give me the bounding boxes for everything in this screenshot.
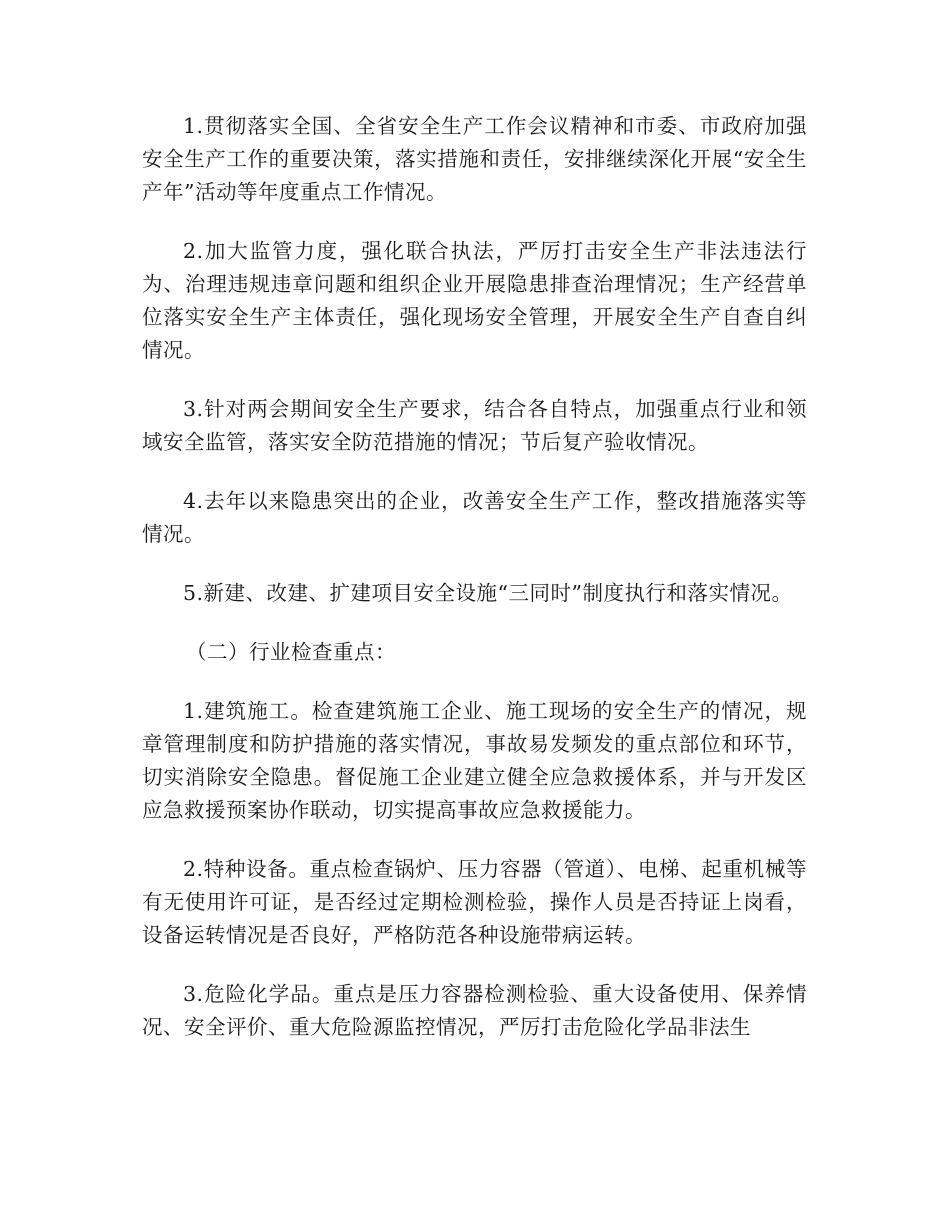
paragraph-5: 5.新建、改建、扩建项目安全设施“三同时”制度执行和落实情况。 bbox=[183, 581, 793, 605]
paragraph-gap bbox=[142, 827, 807, 853]
section-heading: （二）行业检查重点： bbox=[186, 640, 396, 664]
paragraph-gap bbox=[142, 209, 807, 235]
paragraph-4: 4.去年以来隐患突出的企业，改善安全生产工作，整改措施落实等情况。 bbox=[142, 489, 807, 546]
paragraph-special-equipment: 2.特种设备。重点检查锅炉、压力容器（管道）、电梯、起重机械等有无使用许可证，是否经过定期检测检验，操作人员是否持证上岗看，设备运转情况是否良好，严格防范各种设施带病运转。 bbox=[142, 857, 807, 947]
paragraph-gap bbox=[142, 610, 807, 636]
paragraph-hazardous-chemicals: 3.危险化学品。重点是压力容器检测检验、重大设备使用、保养情况、安全评价、重大危险源监控情况，严厉打击危险化学品非法生 bbox=[142, 982, 807, 1039]
document-page bbox=[142, 110, 807, 1044]
paragraph-gap bbox=[142, 367, 807, 393]
paragraph-3: 3.针对两会期间安全生产要求，结合各自特点，加强重点行业和领域安全监管，落实安全防范措施的情况；节后复产验收情况。 bbox=[142, 397, 807, 454]
paragraph-gap bbox=[142, 669, 807, 695]
paragraph-gap bbox=[142, 459, 807, 485]
paragraph-1: 1.贯彻落实全国、全省安全生产工作会议精神和市委、市政府加强安全生产工作的重要决策，落实措施和责任，安排继续深化开展“安全生产年”活动等年度重点工作情况。 bbox=[142, 114, 807, 204]
paragraph-gap bbox=[142, 551, 807, 577]
paragraph-construction: 1.建筑施工。检查建筑施工企业、施工现场的安全生产的情况，规章管理制度和防护措施的落实情况，事故易发频发的重点部位和环节，切实消除安全隐患。督促施工企业建立健全应急救援体系，并与开发区应急救援预案协作联动，切实提高事故应急救援能力。 bbox=[142, 699, 807, 822]
paragraph-2: 2.加大监管力度，强化联合执法，严厉打击安全生产非法违法行为、治理违规违章问题和组织企业开展隐患排查治理情况；生产经营单位落实安全生产主体责任，强化现场安全管理，开展安全生产自查自纠情况。 bbox=[142, 239, 807, 362]
paragraph-gap bbox=[142, 952, 807, 978]
